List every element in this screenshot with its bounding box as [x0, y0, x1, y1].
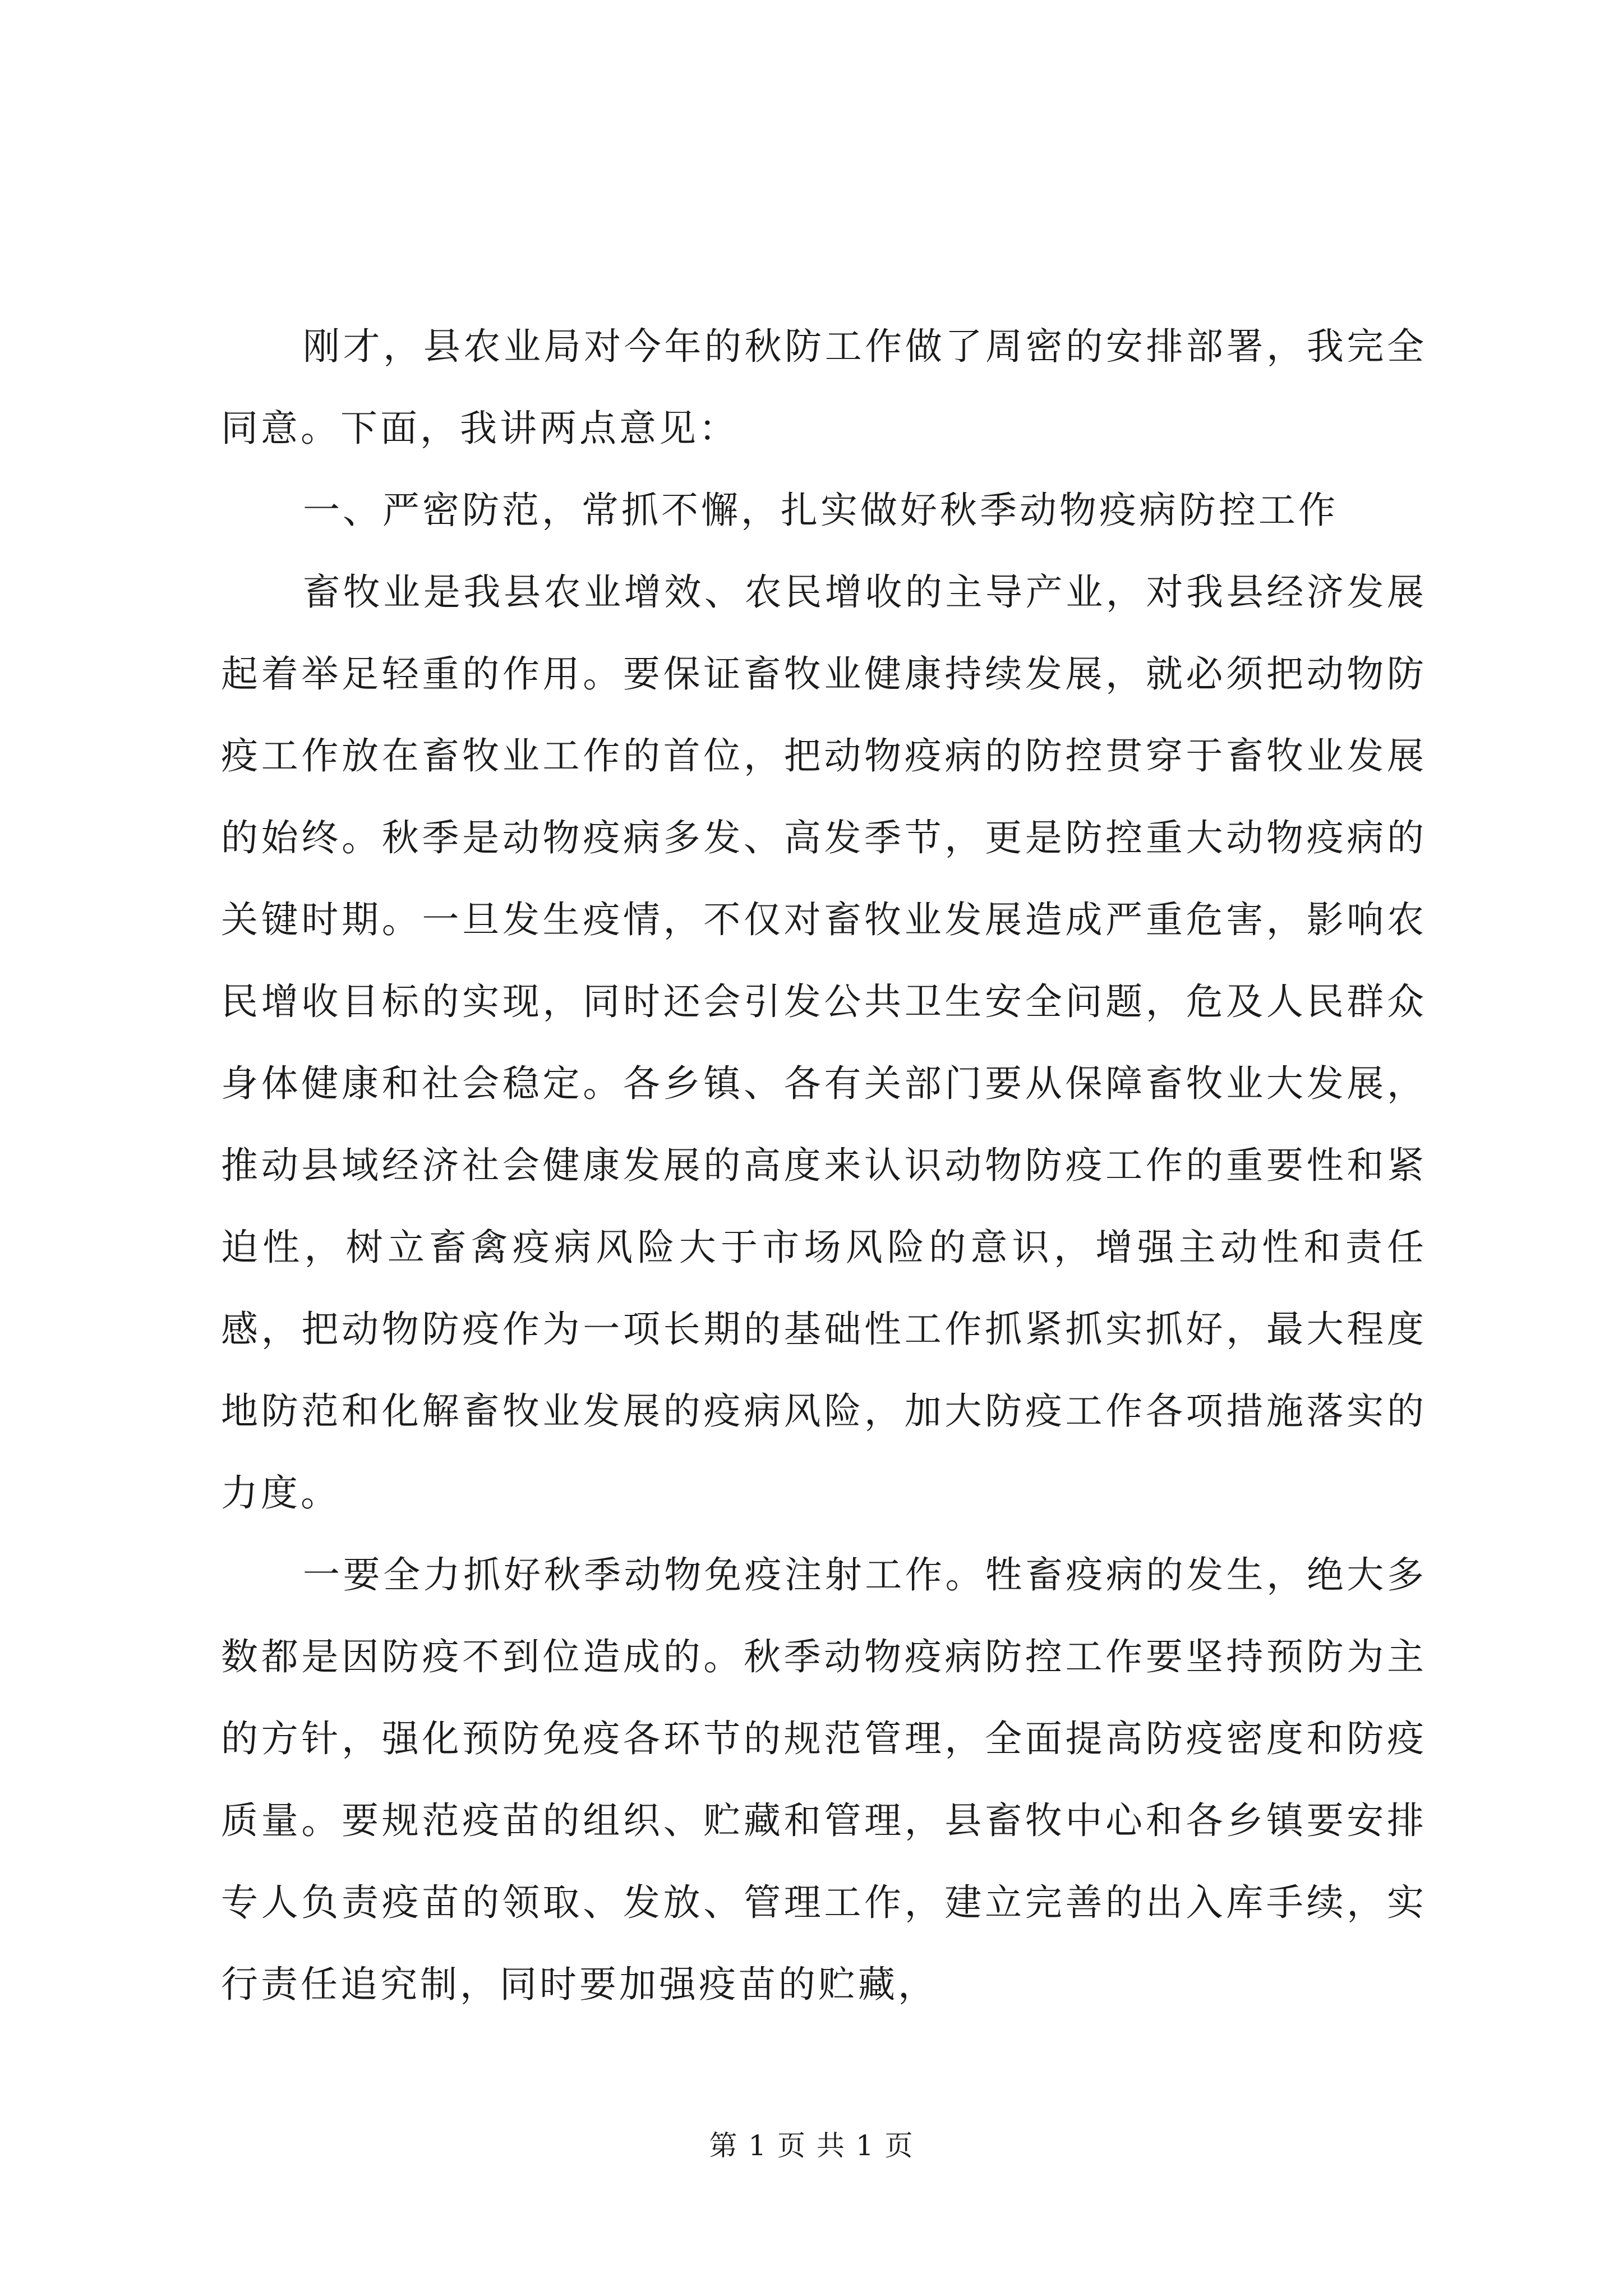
document-body	[221, 306, 1427, 2026]
paragraph-immunization: 一要全力抓好秋季动物免疫注射工作。牲畜疫病的发生，绝大多数都是因防疫不到位造成的。秋季动物疫病防控工作要坚持预防为主的方针，强化预防免疫各环节的规范管理，全面提高防疫密度和防疫质量。要规范疫苗的组织、贮藏和管理，县畜牧中心和各乡镇要安排专人负责疫苗的领取、发放、管理工作，建立完善的出入库手续，实行责任追究制，同时要加强疫苗的贮藏，	[221, 1553, 1427, 2006]
page-footer	[0, 2126, 1623, 2165]
paragraph-intro: 刚才，县农业局对今年的秋防工作做了周密的安排部署，我完全同意。下面，我讲两点意见：	[221, 325, 1427, 450]
page-number: 第 1 页 共 1 页	[709, 2129, 914, 2162]
paragraph-livestock: 畜牧业是我县农业增效、农民增收的主导产业，对我县经济发展起着举足轻重的作用。要保证畜牧业健康持续发展，就必须把动物防疫工作放在畜牧业工作的首位，把动物疫病的防控贯穿于畜牧业发展的始终。秋季是动物疫病多发、高发季节，更是防控重大动物疫病的关键时期。一旦发生疫情，不仅对畜牧业发展造成严重危害，影响农民增收目标的实现，同时还会引发公共卫生安全问题，危及人民群众身体健康和社会稳定。各乡镇、各有关部门要从保障畜牧业大发展，推动县域经济社会健康发展的高度来认识动物防疫工作的重要性和紧迫性，树立畜禽疫病风险大于市场风险的意识，增强主动性和责任感，把动物防疫作为一项长期的基础性工作抓紧抓实抓好，最大程度地防范和化解畜牧业发展的疫病风险，加大防疫工作各项措施落实的力度。	[221, 570, 1427, 1515]
section-heading: 一、严密防范，常抓不懈，扎实做好秋季动物疫病防控工作	[303, 489, 1338, 532]
